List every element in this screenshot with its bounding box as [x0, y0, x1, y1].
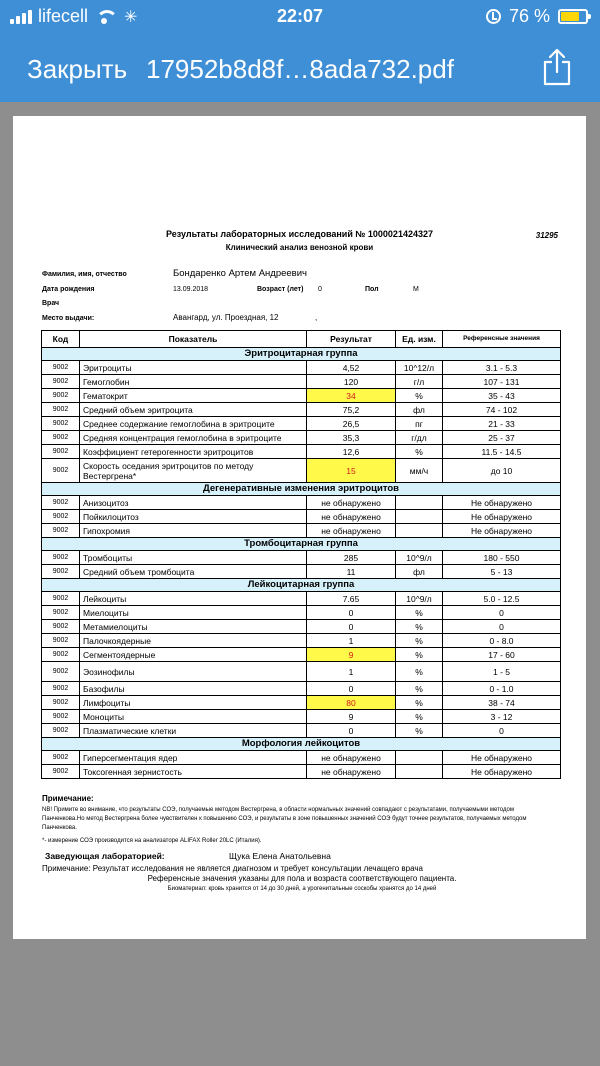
- cell-name: Среднее содержание гемоглобина в эритроците: [80, 417, 307, 431]
- results-table: [41, 330, 561, 779]
- cell-reference: 0: [443, 606, 561, 620]
- cell-code: 9002: [42, 496, 80, 510]
- cell-unit: %: [396, 696, 443, 710]
- cell-result: 34: [307, 389, 396, 403]
- cell-name: Коэффициент гетерогенности эритроцитов: [80, 445, 307, 459]
- navigation-bar: [0, 48, 600, 92]
- table-row: [42, 751, 561, 765]
- cell-code: 9002: [42, 417, 80, 431]
- cell-reference: Не обнаружено: [443, 524, 561, 538]
- cell-result: 15: [307, 459, 396, 483]
- cell-code: 9002: [42, 445, 80, 459]
- clock: 22:07: [276, 6, 324, 26]
- cell-name: Средний объем тромбоцита: [80, 565, 307, 579]
- table-row: [42, 606, 561, 620]
- cell-result: не обнаружено: [307, 510, 396, 524]
- status-right: [486, 6, 588, 27]
- table-row: [42, 417, 561, 431]
- cell-reference: 0 - 1.0: [443, 682, 561, 696]
- cell-name: Палочкоядерные: [80, 634, 307, 648]
- pdf-page: [13, 116, 586, 939]
- cell-result: 9: [307, 710, 396, 724]
- cell-name: Плазматические клетки: [80, 724, 307, 738]
- cell-result: не обнаружено: [307, 765, 396, 779]
- cell-unit: %: [396, 710, 443, 724]
- group-header: [42, 483, 561, 496]
- place-value: Авангард, ул. Проездная, 12: [173, 313, 279, 322]
- group-title: Эритроцитарная группа: [42, 348, 561, 361]
- cell-code: 9002: [42, 361, 80, 375]
- cell-result: 9: [307, 648, 396, 662]
- cell-name: Гемоглобин: [80, 375, 307, 389]
- cell-reference: 5.0 - 12.5: [443, 592, 561, 606]
- cell-result: 0: [307, 606, 396, 620]
- cell-reference: 0 - 8.0: [443, 634, 561, 648]
- group-title: Морфология лейкоцитов: [42, 738, 561, 751]
- cell-name: Гиперсегментация ядер: [80, 751, 307, 765]
- cell-code: 9002: [42, 459, 80, 483]
- cell-name: Лимфоциты: [80, 696, 307, 710]
- group-title: Лейкоцитарная группа: [42, 579, 561, 592]
- table-row: [42, 496, 561, 510]
- cell-name: Гематокрит: [80, 389, 307, 403]
- cell-code: 9002: [42, 403, 80, 417]
- cell-unit: [396, 496, 443, 510]
- cell-reference: 17 - 60: [443, 648, 561, 662]
- cell-result: 7.65: [307, 592, 396, 606]
- carrier-name: lifecell: [38, 6, 89, 26]
- battery-percent: 76 %: [508, 6, 550, 26]
- doctor-label: Врач: [42, 300, 60, 307]
- cell-reference: 3 - 12: [443, 710, 561, 724]
- table-row: [42, 459, 561, 483]
- cell-reference: 0: [443, 724, 561, 738]
- cell-name: Эозинофилы: [80, 662, 307, 682]
- cell-name: Пойкилоцитоз: [80, 510, 307, 524]
- cell-reference: 3.1 - 5.3: [443, 361, 561, 375]
- table-header: [42, 331, 561, 348]
- cell-code: 9002: [42, 634, 80, 648]
- col-unit: Ед. изм.: [396, 331, 443, 348]
- share-icon[interactable]: [542, 48, 572, 86]
- cell-result: 12,6: [307, 445, 396, 459]
- cell-reference: 74 - 102: [443, 403, 561, 417]
- cell-result: не обнаружено: [307, 524, 396, 538]
- cell-result: 120: [307, 375, 396, 389]
- cell-unit: [396, 765, 443, 779]
- cell-unit: %: [396, 606, 443, 620]
- cell-reference: 21 - 33: [443, 417, 561, 431]
- cell-result: 35,3: [307, 431, 396, 445]
- cell-result: 1: [307, 634, 396, 648]
- head-of-lab-name: Щука Елена Анатольевна: [229, 851, 331, 861]
- birth-label: Дата рождения: [42, 286, 95, 293]
- cell-result: 26,5: [307, 417, 396, 431]
- top-bar: [0, 0, 600, 102]
- cell-code: 9002: [42, 751, 80, 765]
- table-row: [42, 724, 561, 738]
- table-row: [42, 431, 561, 445]
- table-row: [42, 445, 561, 459]
- group-header: [42, 348, 561, 361]
- cell-name: Токсогенная зернистость: [80, 765, 307, 779]
- battery-icon: [558, 9, 588, 24]
- table-row: [42, 662, 561, 682]
- cell-code: 9002: [42, 389, 80, 403]
- age-label: Возраст (лет): [257, 286, 304, 293]
- table-row: [42, 592, 561, 606]
- cell-reference: Не обнаружено: [443, 765, 561, 779]
- report-subtitle: Клинический анализ венозной крови: [225, 243, 374, 252]
- table-row: [42, 524, 561, 538]
- document-title: 17952b8d8f…8ada732.pdf: [146, 54, 454, 84]
- col-code: Код: [42, 331, 80, 348]
- cell-name: Анизоцитоз: [80, 496, 307, 510]
- cell-reference: 0: [443, 620, 561, 634]
- cell-name: Сегментоядерные: [80, 648, 307, 662]
- cell-code: 9002: [42, 551, 80, 565]
- table-row: [42, 361, 561, 375]
- table-row: [42, 765, 561, 779]
- remark-line-3: Биоматериал: кровь хранится от 14 до 30 дней, а урогенитальные соскобы хранятся до 14 дней: [167, 886, 437, 892]
- group-header: [42, 738, 561, 751]
- cell-reference: Не обнаружено: [443, 496, 561, 510]
- remark-line-1: Примечание: Результат исследования не является диагнозом и требует консультации лечащего врача: [42, 864, 423, 873]
- table-row: [42, 551, 561, 565]
- cell-unit: %: [396, 634, 443, 648]
- cell-unit: [396, 751, 443, 765]
- cell-unit: г/л: [396, 375, 443, 389]
- cell-code: 9002: [42, 606, 80, 620]
- cell-result: 0: [307, 620, 396, 634]
- cell-name: Метамиелоциты: [80, 620, 307, 634]
- cell-code: 9002: [42, 375, 80, 389]
- cell-reference: 5 - 13: [443, 565, 561, 579]
- cell-reference: 11.5 - 14.5: [443, 445, 561, 459]
- name-label: Фамилия, имя, отчество: [42, 271, 127, 278]
- age-value: 0: [318, 286, 322, 293]
- table-row: [42, 403, 561, 417]
- status-bar: [0, 0, 600, 34]
- cell-unit: мм/ч: [396, 459, 443, 483]
- cell-name: Средний объем эритроцита: [80, 403, 307, 417]
- cell-name: Скорость оседания эритроцитов по методу Вестергрена*: [80, 459, 307, 483]
- cell-reference: до 10: [443, 459, 561, 483]
- report-title: Результаты лабораторных исследований № 1000021424327: [166, 229, 433, 239]
- cell-unit: 10^9/л: [396, 551, 443, 565]
- cell-code: 9002: [42, 724, 80, 738]
- cell-name: Лейкоциты: [80, 592, 307, 606]
- cell-code: 9002: [42, 710, 80, 724]
- alarm-icon: [486, 9, 501, 24]
- group-title: Тромбоцитарная группа: [42, 538, 561, 551]
- remark-line-2: Референсные значения указаны для пола и возраста соответствующего пациента.: [147, 874, 457, 883]
- col-name: Показатель: [80, 331, 307, 348]
- cell-code: 9002: [42, 510, 80, 524]
- cell-code: 9002: [42, 431, 80, 445]
- cell-unit: 10^9/л: [396, 592, 443, 606]
- cell-unit: %: [396, 682, 443, 696]
- table-row: [42, 682, 561, 696]
- cell-code: 9002: [42, 682, 80, 696]
- cell-result: 4,52: [307, 361, 396, 375]
- cell-unit: 10^12/л: [396, 361, 443, 375]
- cell-result: 1: [307, 662, 396, 682]
- cell-reference: 180 - 550: [443, 551, 561, 565]
- cell-result: не обнаружено: [307, 496, 396, 510]
- patient-name: Бондаренко Артем Андреевич: [173, 268, 307, 279]
- sex-value: М: [413, 286, 419, 293]
- cell-unit: %: [396, 445, 443, 459]
- cell-unit: %: [396, 648, 443, 662]
- table-row: [42, 710, 561, 724]
- cell-unit: [396, 510, 443, 524]
- document-number: 31295: [535, 231, 558, 240]
- cell-unit: %: [396, 620, 443, 634]
- table-row: [42, 375, 561, 389]
- note-star: *- измерение СОЭ производится на анализаторе ALIFAX Roller 20LC (Италия).: [42, 838, 262, 844]
- cell-reference: 1 - 5: [443, 662, 561, 682]
- table-row: [42, 565, 561, 579]
- group-header: [42, 538, 561, 551]
- cell-result: не обнаружено: [307, 751, 396, 765]
- table-body: [42, 348, 561, 779]
- cell-unit: %: [396, 662, 443, 682]
- cell-code: 9002: [42, 662, 80, 682]
- cell-result: 11: [307, 565, 396, 579]
- cell-name: Моноциты: [80, 710, 307, 724]
- table-row: [42, 620, 561, 634]
- col-reference: Референсные значения: [443, 331, 561, 348]
- cell-code: 9002: [42, 592, 80, 606]
- cell-name: Миелоциты: [80, 606, 307, 620]
- birth-date: 13.09.2018: [173, 286, 209, 293]
- cell-unit: г/дл: [396, 431, 443, 445]
- cell-reference: Не обнаружено: [443, 510, 561, 524]
- cell-reference: 107 - 131: [443, 375, 561, 389]
- cell-code: 9002: [42, 565, 80, 579]
- remark: [42, 864, 562, 894]
- cell-code: 9002: [42, 620, 80, 634]
- table-row: [42, 696, 561, 710]
- cell-code: 9002: [42, 648, 80, 662]
- cell-reference: 38 - 74: [443, 696, 561, 710]
- cell-unit: %: [396, 724, 443, 738]
- cell-result: 285: [307, 551, 396, 565]
- cell-code: 9002: [42, 765, 80, 779]
- cell-unit: [396, 524, 443, 538]
- table-row: [42, 389, 561, 403]
- cell-name: Гипохромия: [80, 524, 307, 538]
- cell-result: 80: [307, 696, 396, 710]
- cell-unit: фл: [396, 403, 443, 417]
- cell-result: 0: [307, 682, 396, 696]
- col-result: Результат: [307, 331, 396, 348]
- group-header: [42, 579, 561, 592]
- cell-name: Средняя концентрация гемоглобина в эритроците: [80, 431, 307, 445]
- head-of-lab-label: Заведующая лабораторией:: [45, 851, 165, 861]
- activity-icon: ✳: [124, 8, 138, 26]
- cell-reference: 35 - 43: [443, 389, 561, 403]
- place-label: Место выдачи:: [42, 315, 95, 322]
- cell-code: 9002: [42, 696, 80, 710]
- cell-unit: %: [396, 389, 443, 403]
- cell-reference: 25 - 37: [443, 431, 561, 445]
- table-row: [42, 510, 561, 524]
- place-suffix: ,: [315, 313, 318, 322]
- note-text: NB! Примите во внимание, что результаты СОЭ, получаемые методом Вестергрена, в области нормальных значений совпадают с результатами, получаемыми методом Панченкова.Но метод Вестергрена более чувствителен к повышению СОЭ, и результаты в зоне повышенных значений СОЭ будут точнее результатов, получаемых методом Панченкова.: [42, 807, 527, 831]
- cell-unit: фл: [396, 565, 443, 579]
- table-row: [42, 634, 561, 648]
- cell-reference: Не обнаружено: [443, 751, 561, 765]
- close-button[interactable]: Закрыть: [27, 54, 128, 84]
- cell-unit: пг: [396, 417, 443, 431]
- cell-name: Тромбоциты: [80, 551, 307, 565]
- group-title: Дегенеративные изменения эритроцитов: [42, 483, 561, 496]
- cell-code: 9002: [42, 524, 80, 538]
- cell-result: 0: [307, 724, 396, 738]
- cell-name: Базофилы: [80, 682, 307, 696]
- cell-name: Эритроциты: [80, 361, 307, 375]
- cell-result: 75,2: [307, 403, 396, 417]
- note-title: Примечание:: [42, 794, 94, 803]
- table-row: [42, 648, 561, 662]
- sex-label: Пол: [365, 286, 379, 293]
